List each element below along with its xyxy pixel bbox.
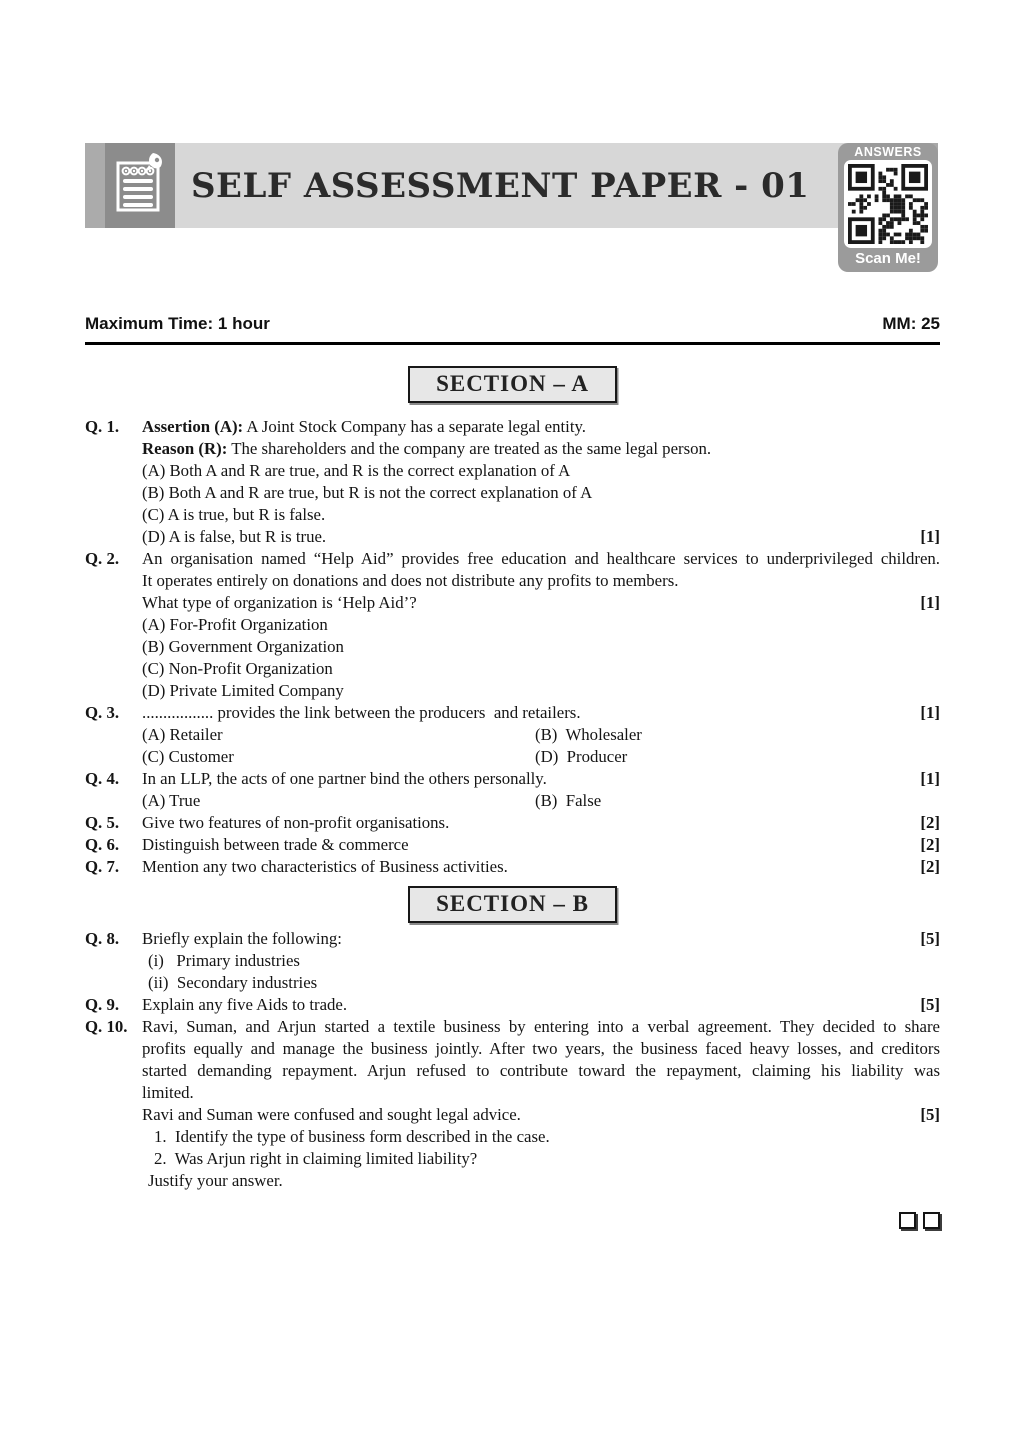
- page-title: SELF ASSESSMENT PAPER - 01: [191, 165, 810, 206]
- question-line: [142, 438, 940, 460]
- option-text: (B) Wholesaler: [535, 725, 642, 744]
- header-banner: [85, 143, 938, 267]
- question-row: [85, 928, 940, 994]
- marks-badge: [1]: [920, 703, 940, 722]
- question-row: [85, 994, 940, 1016]
- question-line-text: It operates entirely on donations and does not distribute any profits to members.: [142, 571, 679, 590]
- question-line: [142, 460, 940, 482]
- question-line-text: Ravi, Suman, and Arjun started a textile business by entering into a verbal agreement. They decided to share: [142, 1017, 940, 1036]
- option-text: (D) Producer: [535, 747, 628, 766]
- question-body: [142, 702, 940, 768]
- question-line: [142, 1170, 940, 1192]
- marks-badge: [5]: [920, 1105, 940, 1124]
- question-row: [85, 548, 940, 702]
- question-line: [142, 658, 940, 680]
- question-body: [142, 834, 940, 856]
- question-line-text: Briefly explain the following:: [142, 929, 342, 948]
- question-body: [142, 994, 940, 1016]
- marks-badge: [2]: [920, 857, 940, 876]
- marks-badge: [5]: [920, 929, 940, 948]
- question-line: [142, 994, 940, 1016]
- question-body: [142, 812, 940, 834]
- question-line-text: What type of organization is ‘Help Aid’?: [142, 593, 417, 612]
- question-number: Q. 7.: [85, 857, 120, 876]
- question-line: [142, 1104, 940, 1126]
- title-banner: [175, 143, 893, 228]
- question-line-text: Give two features of non-profit organisations.: [142, 813, 450, 832]
- section: [85, 886, 940, 1192]
- question-line-text: (C) A is true, but R is false.: [142, 505, 326, 524]
- question-line-text: (A) For-Profit Organization: [142, 615, 328, 634]
- question-line: [142, 950, 940, 972]
- question-line: [142, 482, 940, 504]
- marks-badge: [1]: [920, 769, 940, 788]
- question-line: [142, 570, 940, 592]
- question-row: [85, 768, 940, 812]
- question-number: Q. 1.: [85, 417, 120, 436]
- option-text: (A) True: [142, 791, 201, 810]
- section-heading: [85, 886, 940, 923]
- question-number: Q. 3.: [85, 703, 120, 722]
- question-row: [85, 416, 940, 548]
- question-line-bold: Reason (R):: [142, 439, 228, 458]
- question-line: [142, 790, 940, 812]
- question-line: [142, 592, 940, 614]
- qr-code: [844, 160, 932, 248]
- question-line-text: 2. Was Arjun right in claiming limited liability?: [154, 1149, 478, 1168]
- question-line: [142, 504, 940, 526]
- question-line: [142, 768, 940, 790]
- question-line-text: (A) Both A and R are true, and R is the correct explanation of A: [142, 461, 571, 480]
- question-number: Q. 5.: [85, 813, 120, 832]
- question-line-text: (B) Both A and R are true, but R is not the correct explanation of A: [142, 483, 593, 502]
- marks-badge: [1]: [920, 527, 940, 546]
- question-line: [142, 856, 940, 878]
- marks-badge: [2]: [920, 835, 940, 854]
- notepad-icon-box: [105, 143, 175, 228]
- question-line: [142, 1016, 940, 1038]
- question-line: [142, 1148, 940, 1170]
- paper-body: [85, 308, 940, 1236]
- maximum-time-label: Maximum Time: 1 hour: [85, 314, 270, 333]
- option-text: (B) False: [535, 791, 602, 810]
- question-line-text: 1. Identify the type of business form described in the case.: [154, 1127, 550, 1146]
- question-line-text: limited.: [142, 1083, 194, 1102]
- question-line-text: (D) Private Limited Company: [142, 681, 344, 700]
- question-line-text: started demanding repayment. Arjun refused to contribute toward the repayment, claiming his liability was: [142, 1061, 940, 1080]
- section-heading: [85, 366, 940, 403]
- section-title: SECTION – A: [408, 366, 617, 403]
- question-line-text: ................. provides the link between the producers and retailers.: [142, 703, 581, 722]
- question-line: [142, 972, 940, 994]
- question-body: [142, 548, 940, 702]
- question-line: [142, 746, 940, 768]
- question-row: [85, 1016, 940, 1192]
- question-line-text: (ii) Secondary industries: [148, 973, 318, 992]
- question-line: [142, 680, 940, 702]
- question-line-text: Distinguish between trade & commerce: [142, 835, 409, 854]
- question-line: [142, 1038, 940, 1060]
- question-line-text: (C) Non-Profit Organization: [142, 659, 333, 678]
- question-number: Q. 9.: [85, 995, 120, 1014]
- maximum-marks-label: MM: 25: [882, 314, 940, 333]
- option-text: (A) Retailer: [142, 725, 223, 744]
- question-number: Q. 10.: [85, 1017, 128, 1036]
- question-body: [142, 856, 940, 878]
- marks-badge: [2]: [920, 813, 940, 832]
- question-line-text: (i) Primary industries: [148, 951, 300, 970]
- question-line-text: An organisation named “Help Aid” provides free education and healthcare services to underprivileged children.: [142, 549, 940, 568]
- sections: [85, 366, 940, 1192]
- section-title: SECTION – B: [408, 886, 617, 923]
- answers-label: ANSWERS: [854, 145, 922, 159]
- question-row: [85, 812, 940, 834]
- question-line: [142, 416, 940, 438]
- question-line: [142, 614, 940, 636]
- question-line: [142, 834, 940, 856]
- question-line-text: (D) A is false, but R is true.: [142, 527, 327, 546]
- question-line-text: Ravi and Suman were confused and sought legal advice.: [142, 1105, 521, 1124]
- question-number: Q. 2.: [85, 549, 120, 568]
- answers-qr-card: [838, 143, 938, 272]
- question-line: [142, 1082, 940, 1104]
- question-row: [85, 856, 940, 878]
- question-body: [142, 1016, 940, 1192]
- question-line-text: In an LLP, the acts of one partner bind the others personally.: [142, 769, 547, 788]
- divider-rule: [85, 342, 940, 345]
- section: [85, 366, 940, 878]
- question-line: [142, 1126, 940, 1148]
- question-number: Q. 4.: [85, 769, 120, 788]
- scan-me-label: Scan Me!: [855, 250, 921, 267]
- question-line: [142, 702, 940, 724]
- banner-left-strip: [85, 143, 105, 228]
- notepad-icon: [113, 151, 167, 220]
- meta-row: [85, 308, 940, 334]
- question-line: [142, 812, 940, 834]
- question-line-bold: Assertion (A):: [142, 417, 244, 436]
- question-body: [142, 416, 940, 548]
- end-square-icon: [923, 1212, 940, 1229]
- question-row: [85, 834, 940, 856]
- question-line: [142, 526, 940, 548]
- question-number: Q. 6.: [85, 835, 120, 854]
- end-square-icon: [899, 1212, 916, 1229]
- end-of-paper-mark: [85, 1212, 940, 1236]
- option-text: (C) Customer: [142, 747, 234, 766]
- question-line: [142, 724, 940, 746]
- marks-badge: [5]: [920, 995, 940, 1014]
- question-line: [142, 548, 940, 570]
- question-line-text: A Joint Stock Company has a separate legal entity.: [243, 417, 586, 436]
- question-body: [142, 768, 940, 812]
- question-body: [142, 928, 940, 994]
- question-line: [142, 928, 940, 950]
- question-line: [142, 1060, 940, 1082]
- question-line-text: The shareholders and the company are treated as the same legal person.: [227, 439, 712, 458]
- question-line-text: Mention any two characteristics of Business activities.: [142, 857, 508, 876]
- question-row: [85, 702, 940, 768]
- question-line: [142, 636, 940, 658]
- question-line-text: (B) Government Organization: [142, 637, 344, 656]
- marks-badge: [1]: [920, 593, 940, 612]
- question-line-text: Justify your answer.: [148, 1171, 283, 1190]
- question-number: Q. 8.: [85, 929, 120, 948]
- question-line-text: Explain any five Aids to trade.: [142, 995, 348, 1014]
- question-line-text: profits equally and manage the business jointly. After two years, the business faced heavy losses, and creditors: [142, 1039, 940, 1058]
